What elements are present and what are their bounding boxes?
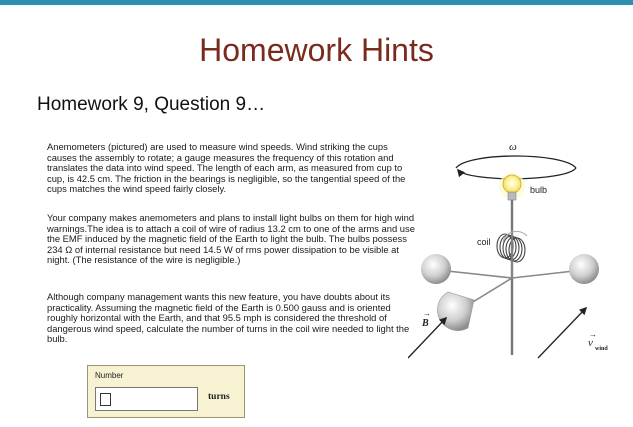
omega-label: ω: [509, 141, 517, 153]
answer-units: turns: [208, 392, 230, 402]
wind-velocity-subscript: wind: [595, 346, 608, 352]
wind-velocity-arrow: [538, 308, 586, 358]
problem-paragraph-1: Anemometers (pictured) are used to measure wind speeds. Wind striking the cups causes the assembly to rotate; a gauge measures the frequency of this rotation and translates the data into wind speed. The length of each arm, as measured from cup to cup, is 42.5 cm. The friction in the bearings is negligible, so the tangential speed of the cups matches the wind speed fairly closely.: [47, 141, 406, 195]
slide-title: Homework Hints: [199, 32, 434, 68]
b-field-label: B: [422, 318, 429, 329]
answer-number-input[interactable]: [95, 387, 198, 411]
rotation-arc-upper: [456, 156, 576, 168]
answer-label: Number: [95, 371, 124, 380]
bulb-icon: [499, 173, 525, 200]
cup-front: [437, 292, 474, 331]
problem-paragraph-2: Your company makes anemometers and plans to install light bulbs on them for high wind warnings.The idea is to attach a coil of wire of radius 13.2 cm to one of the arms and use the EMF induced by the magnetic field of the Earth to light the bulb. The bulbs possess 234 Ω of internal resistance but need 14.5 W of rms power dissipation to be visible at night. (The resistance of the wire is negligible.): [47, 212, 415, 266]
wind-velocity-arrow-accent: →: [589, 330, 597, 339]
top-accent-bar: [0, 0, 633, 5]
answer-panel: [87, 365, 245, 418]
answer-cursor-box: [100, 393, 111, 406]
wind-velocity-label: v: [588, 337, 593, 349]
cup-right: [569, 254, 599, 284]
anemometer-figure: [408, 130, 630, 370]
slide-subtitle: Homework 9, Question 9…: [37, 94, 266, 115]
b-field-arrow-accent: →: [423, 309, 431, 318]
bulb-label: bulb: [530, 185, 548, 195]
cup-left: [421, 254, 451, 284]
coil-label: coil: [477, 237, 491, 247]
problem-paragraph-3: Although company management wants this new feature, you have doubts about its practicality. Assuming the magnetic field of the Earth is 0.500 gauss and is oriented roughly horizontal with the Earth, and that 95.5 mph is considered the threshold of dangerous wind speed, calculate the number of turns in the coil wire needed to light the bulb.: [47, 291, 410, 345]
arm-front: [468, 278, 512, 305]
